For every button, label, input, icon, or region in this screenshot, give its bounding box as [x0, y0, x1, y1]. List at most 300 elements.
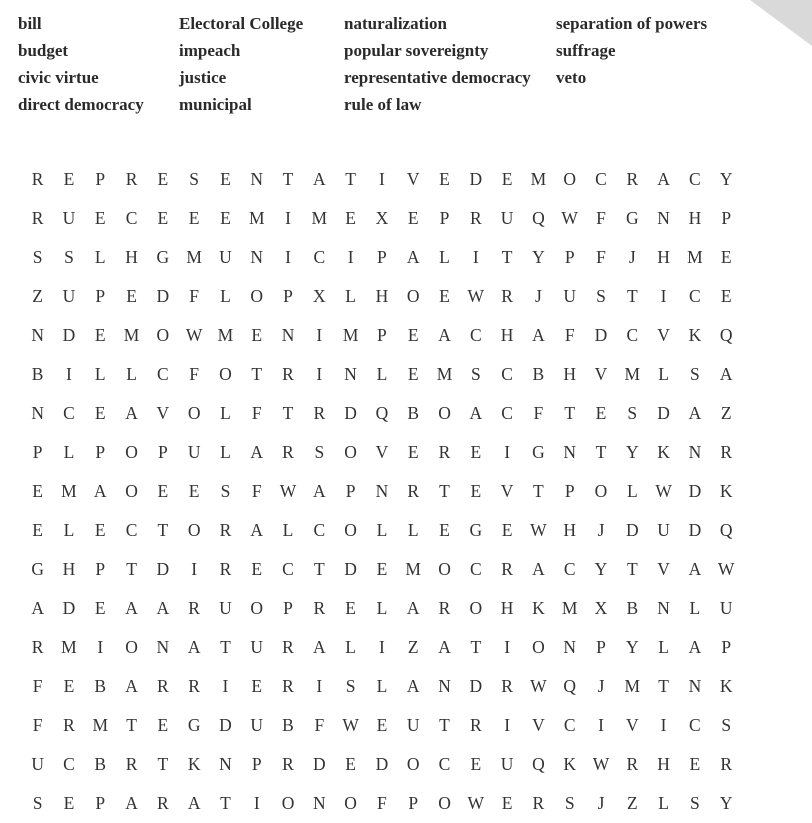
grid-letter: O	[125, 637, 138, 657]
grid-letter: J	[534, 286, 542, 306]
grid-letter: M	[61, 637, 77, 657]
grid-letter: E	[439, 286, 450, 306]
word-bank	[18, 12, 718, 122]
grid-letter: G	[532, 442, 545, 462]
grid-letter: A	[156, 598, 170, 618]
grid-letter: U	[62, 208, 76, 228]
grid-row	[22, 160, 742, 199]
grid-letter: E	[470, 481, 482, 501]
grid-letter: E	[407, 325, 419, 345]
grid-row	[22, 550, 742, 589]
grid-letter: P	[721, 208, 732, 228]
grid-letter: C	[689, 169, 701, 189]
grid-letter: V	[406, 169, 420, 189]
grid-letter: U	[657, 520, 670, 540]
grid-letter: R	[156, 793, 169, 813]
grid-letter: N	[281, 325, 295, 345]
grid-letter: O	[187, 403, 201, 423]
grid-letter: O	[532, 637, 545, 657]
grid-letter: I	[316, 364, 323, 384]
grid-letter: S	[314, 442, 325, 462]
grid-letter: D	[62, 325, 76, 345]
grid-letter: T	[658, 676, 669, 696]
grid-letter: F	[251, 403, 262, 423]
grid-letter: E	[345, 754, 356, 774]
grid-letter: R	[407, 481, 420, 501]
grid-letter: V	[657, 559, 670, 579]
grid-letter: A	[187, 793, 201, 813]
grid-letter: C	[469, 325, 482, 345]
grid-letter: B	[407, 403, 420, 423]
grid-letter: T	[157, 520, 169, 540]
grid-row	[22, 199, 742, 238]
grid-letter: Y	[625, 637, 639, 657]
grid-letter: I	[660, 715, 667, 735]
grid-letter: L	[376, 676, 388, 696]
grid-letter: W	[279, 481, 297, 501]
grid-letter: K	[719, 481, 733, 501]
grid-letter: U	[219, 598, 232, 618]
grid-letter: R	[125, 754, 138, 774]
grid-letter: A	[187, 637, 201, 657]
grid-letter: M	[186, 247, 202, 267]
grid-letter: H	[62, 559, 76, 579]
grid-letter: S	[32, 793, 43, 813]
grid-letter: W	[717, 559, 735, 579]
grid-letter: P	[439, 208, 450, 228]
grid-letter: E	[407, 208, 419, 228]
grid-letter: E	[251, 676, 263, 696]
grid-letter: P	[408, 793, 419, 813]
grid-letter: N	[563, 442, 577, 462]
grid-letter: H	[500, 325, 514, 345]
grid-letter: Q	[532, 208, 545, 228]
grid-letter: E	[188, 481, 200, 501]
grid-letter: D	[469, 676, 483, 696]
grid-letter: A	[406, 247, 420, 267]
grid-letter: R	[282, 637, 294, 657]
grid-letter: C	[313, 520, 326, 540]
grid-letter: A	[313, 481, 326, 501]
grid-letter: L	[282, 520, 294, 540]
grid-letter: A	[250, 442, 264, 462]
grid-letter: Y	[594, 559, 608, 579]
grid-letter: M	[342, 325, 359, 345]
grid-letter: W	[561, 208, 578, 228]
grid-letter: A	[688, 403, 702, 423]
grid-letter: L	[220, 442, 231, 462]
grid-letter: T	[282, 403, 294, 423]
grid-letter: X	[313, 286, 326, 306]
grid-letter: U	[250, 637, 264, 657]
grid-letter: W	[655, 481, 672, 501]
grid-letter: M	[687, 247, 703, 267]
grid-letter: N	[313, 793, 326, 813]
grid-letter: A	[469, 403, 483, 423]
grid-letter: P	[95, 286, 106, 306]
grid-letter: R	[438, 598, 451, 618]
grid-letter: H	[125, 247, 138, 267]
grid-letter: E	[501, 793, 513, 813]
grid-letter: M	[436, 364, 453, 384]
grid-letter: D	[344, 403, 357, 423]
grid-letter: E	[439, 169, 450, 189]
grid-letter: C	[125, 520, 138, 540]
grid-letter: M	[92, 715, 109, 735]
grid-letter: C	[595, 169, 607, 189]
grid-letter: Y	[719, 793, 733, 813]
grid-letter: D	[657, 403, 670, 423]
grid-letter: B	[282, 715, 294, 735]
grid-letter: E	[32, 520, 43, 540]
grid-letter: I	[97, 637, 104, 657]
grid-letter: F	[533, 403, 544, 423]
grid-letter: T	[564, 403, 576, 423]
grid-letter: B	[532, 364, 545, 384]
grid-letter: P	[95, 442, 106, 462]
grid-letter: T	[439, 481, 450, 501]
grid-letter: H	[657, 754, 670, 774]
grid-letter: P	[157, 442, 168, 462]
grid-letter: A	[406, 676, 420, 696]
grid-letter: P	[721, 637, 732, 657]
grid-letter: E	[220, 169, 231, 189]
grid-letter: M	[217, 325, 234, 345]
grid-letter: D	[375, 754, 389, 774]
grid-letter: O	[344, 442, 357, 462]
grid-letter: D	[594, 325, 608, 345]
grid-letter: I	[379, 169, 385, 189]
grid-letter: I	[285, 247, 291, 267]
grid-letter: J	[597, 520, 605, 540]
grid-letter: W	[592, 754, 610, 774]
grid-letter: O	[438, 559, 451, 579]
grid-letter: L	[439, 247, 450, 267]
grid-letter: N	[688, 442, 702, 462]
grid-letter: C	[313, 247, 326, 267]
grid-letter: V	[532, 715, 545, 735]
grid-letter: Q	[719, 520, 733, 540]
grid-letter: H	[375, 286, 389, 306]
grid-letter: E	[251, 559, 263, 579]
grid-letter: C	[689, 715, 701, 735]
grid-letter: M	[530, 169, 547, 189]
grid-letter: V	[375, 442, 389, 462]
grid-letter: R	[313, 403, 326, 423]
grid-letter: R	[720, 754, 733, 774]
grid-letter: I	[379, 637, 385, 657]
grid-letter: Q	[563, 676, 577, 696]
grid-letter: A	[532, 325, 545, 345]
grid-letter: I	[504, 637, 511, 657]
word-bank-item: rule of law	[344, 95, 422, 114]
grid-letter: R	[469, 715, 482, 735]
grid-letter: A	[532, 559, 545, 579]
grid-letter: D	[344, 559, 357, 579]
grid-letter: U	[563, 286, 577, 306]
grid-letter: O	[406, 754, 420, 774]
grid-letter: E	[720, 286, 732, 306]
grid-letter: R	[188, 676, 200, 696]
grid-letter: L	[63, 520, 75, 540]
grid-letter: I	[316, 325, 323, 345]
grid-letter: S	[690, 364, 700, 384]
grid-letter: L	[376, 364, 388, 384]
grid-letter: E	[188, 208, 200, 228]
grid-letter: N	[156, 637, 170, 657]
grid-letter: F	[189, 364, 199, 384]
grid-letter: O	[125, 481, 138, 501]
grid-letter: N	[657, 208, 670, 228]
grid-letter: S	[596, 286, 606, 306]
grid-letter: P	[377, 325, 387, 345]
grid-letter: E	[126, 286, 137, 306]
grid-letter: G	[625, 208, 639, 228]
grid-letter: F	[564, 325, 575, 345]
grid-letter: V	[625, 715, 639, 735]
grid-letter: O	[438, 793, 451, 813]
grid-letter: K	[688, 325, 702, 345]
grid-letter: S	[564, 793, 575, 813]
grid-letter: U	[500, 754, 514, 774]
grid-letter: A	[406, 598, 420, 618]
grid-letter: A	[125, 598, 138, 618]
grid-row	[22, 394, 742, 433]
grid-letter: E	[407, 442, 419, 462]
grid-letter: M	[624, 364, 641, 384]
grid-letter: N	[344, 364, 357, 384]
grid-letter: T	[126, 559, 137, 579]
grid-letter: E	[157, 208, 169, 228]
grid-letter: P	[377, 247, 387, 267]
grid-letter: R	[282, 442, 294, 462]
grid-letter: Z	[720, 403, 732, 423]
grid-letter: O	[156, 325, 170, 345]
grid-letter: E	[345, 598, 356, 618]
grid-letter: X	[594, 598, 608, 618]
grid-letter: J	[597, 793, 605, 813]
grid-letter: Y	[625, 442, 639, 462]
grid-letter: D	[688, 481, 702, 501]
grid-letter: R	[63, 715, 75, 735]
grid-letter: E	[720, 247, 732, 267]
grid-letter: L	[345, 637, 356, 657]
grid-letter: S	[220, 481, 231, 501]
grid-letter: G	[187, 715, 201, 735]
grid-letter: S	[32, 247, 43, 267]
grid-letter: A	[313, 637, 326, 657]
grid-letter: V	[500, 481, 514, 501]
grid-letter: A	[93, 481, 107, 501]
grid-letter: E	[63, 793, 75, 813]
grid-letter: A	[657, 169, 670, 189]
grid-letter: T	[439, 715, 450, 735]
word-bank-item: direct democracy	[18, 95, 144, 114]
grid-letter: N	[657, 598, 670, 618]
grid-letter: G	[156, 247, 170, 267]
grid-letter: E	[595, 403, 607, 423]
grid-letter: N	[563, 637, 577, 657]
grid-letter: T	[282, 169, 294, 189]
grid-letter: I	[66, 364, 72, 384]
word-bank-item: budget	[18, 41, 69, 60]
grid-letter: N	[438, 676, 451, 696]
grid-letter: R	[501, 559, 513, 579]
word-bank-item: popular sovereignty	[344, 41, 489, 60]
grid-letter: V	[156, 403, 170, 423]
word-bank-item: justice	[179, 68, 227, 87]
grid-letter: C	[63, 754, 75, 774]
grid-letter: A	[31, 598, 44, 618]
grid-letter: A	[688, 637, 702, 657]
grid-letter: R	[156, 676, 169, 696]
grid-letter: R	[125, 169, 138, 189]
word-bank-column-3	[344, 12, 531, 120]
grid-letter: I	[504, 442, 511, 462]
grid-letter: H	[657, 247, 670, 267]
grid-letter: T	[533, 481, 544, 501]
grid-letter: M	[248, 208, 265, 228]
grid-letter: A	[125, 403, 138, 423]
grid-letter: R	[626, 169, 639, 189]
grid-letter: R	[626, 754, 639, 774]
grid-letter: A	[688, 559, 702, 579]
grid-letter: U	[500, 208, 514, 228]
grid-letter: P	[95, 793, 106, 813]
grid-letter: A	[125, 793, 138, 813]
grid-letter: P	[283, 598, 293, 618]
grid-letter: O	[406, 286, 420, 306]
grid-letter: N	[250, 169, 264, 189]
word-bank-item: suffrage	[556, 41, 616, 60]
grid-letter: C	[626, 325, 639, 345]
grid-letter: M	[123, 325, 140, 345]
grid-letter: N	[31, 403, 44, 423]
grid-row	[22, 745, 742, 784]
grid-letter: R	[31, 208, 44, 228]
grid-letter: F	[251, 481, 262, 501]
word-bank-item: Electoral College	[179, 14, 304, 33]
grid-letter: H	[563, 364, 577, 384]
grid-letter: M	[311, 208, 328, 228]
grid-letter: U	[219, 247, 232, 267]
grid-letter: P	[564, 247, 575, 267]
grid-letter: I	[253, 793, 260, 813]
grid-row	[22, 355, 742, 394]
grid-letter: S	[189, 169, 199, 189]
grid-letter: I	[504, 715, 511, 735]
grid-letter: R	[282, 364, 294, 384]
grid-letter: C	[63, 403, 75, 423]
grid-letter: N	[31, 325, 44, 345]
grid-letter: E	[501, 520, 513, 540]
grid-letter: P	[32, 442, 43, 462]
grid-row	[22, 277, 742, 316]
grid-letter: H	[563, 520, 577, 540]
grid-letter: I	[347, 247, 354, 267]
grid-letter: C	[501, 364, 513, 384]
grid-letter: F	[32, 676, 43, 696]
grid-letter: R	[501, 676, 513, 696]
grid-row	[22, 667, 742, 706]
grid-letter: L	[376, 598, 388, 618]
grid-letter: F	[314, 715, 325, 735]
grid-letter: E	[32, 481, 43, 501]
grid-letter: R	[219, 559, 232, 579]
grid-letter: M	[405, 559, 421, 579]
grid-letter: J	[597, 676, 605, 696]
grid-letter: O	[281, 793, 295, 813]
grid-letter: C	[689, 286, 701, 306]
grid-letter: S	[345, 676, 356, 696]
grid-letter: O	[125, 442, 138, 462]
grid-letter: S	[64, 247, 74, 267]
grid-letter: L	[345, 286, 356, 306]
grid-letter: R	[501, 286, 513, 306]
grid-letter: Z	[626, 793, 638, 813]
grid-letter: U	[406, 715, 420, 735]
grid-letter: R	[282, 754, 294, 774]
grid-letter: I	[222, 676, 229, 696]
grid-letter: E	[439, 520, 450, 540]
grid-letter: L	[63, 442, 75, 462]
grid-letter: I	[191, 559, 198, 579]
grid-letter: D	[156, 286, 170, 306]
grid-letter: Q	[719, 325, 733, 345]
grid-letter: R	[313, 598, 326, 618]
grid-letter: D	[313, 754, 326, 774]
grid-letter: U	[250, 715, 264, 735]
grid-letter: T	[626, 559, 638, 579]
grid-letter: L	[220, 286, 231, 306]
grid-letter: P	[283, 286, 293, 306]
word-bank-item: impeach	[179, 41, 241, 60]
grid-letter: E	[689, 754, 701, 774]
grid-row	[22, 472, 742, 511]
grid-letter: R	[219, 520, 232, 540]
grid-letter: E	[63, 169, 75, 189]
grid-letter: I	[660, 286, 667, 306]
grid-row	[22, 511, 742, 550]
grid-letter: E	[501, 169, 513, 189]
grid-letter: A	[438, 325, 451, 345]
grid-letter: F	[596, 208, 606, 228]
grid-letter: R	[188, 598, 200, 618]
grid-letter: U	[31, 754, 44, 774]
grid-letter: C	[282, 559, 294, 579]
grid-letter: D	[469, 169, 483, 189]
word-bank-column-1	[18, 12, 144, 120]
word-bank-item: civic virtue	[18, 68, 99, 87]
grid-letter: O	[187, 520, 201, 540]
word-bank-item: veto	[556, 68, 587, 87]
grid-row	[22, 589, 742, 628]
grid-letter: E	[345, 208, 356, 228]
grid-letter: Z	[32, 286, 43, 306]
grid-letter: R	[31, 637, 44, 657]
word-bank-item: municipal	[179, 95, 252, 114]
grid-letter: N	[688, 676, 702, 696]
grid-letter: W	[530, 676, 547, 696]
grid-letter: I	[472, 247, 479, 267]
grid-letter: P	[251, 754, 262, 774]
grid-letter: Q	[532, 754, 545, 774]
grid-letter: T	[595, 442, 607, 462]
grid-letter: E	[470, 442, 482, 462]
grid-letter: B	[94, 754, 107, 774]
grid-letter: D	[62, 598, 76, 618]
grid-letter: Z	[407, 637, 419, 657]
